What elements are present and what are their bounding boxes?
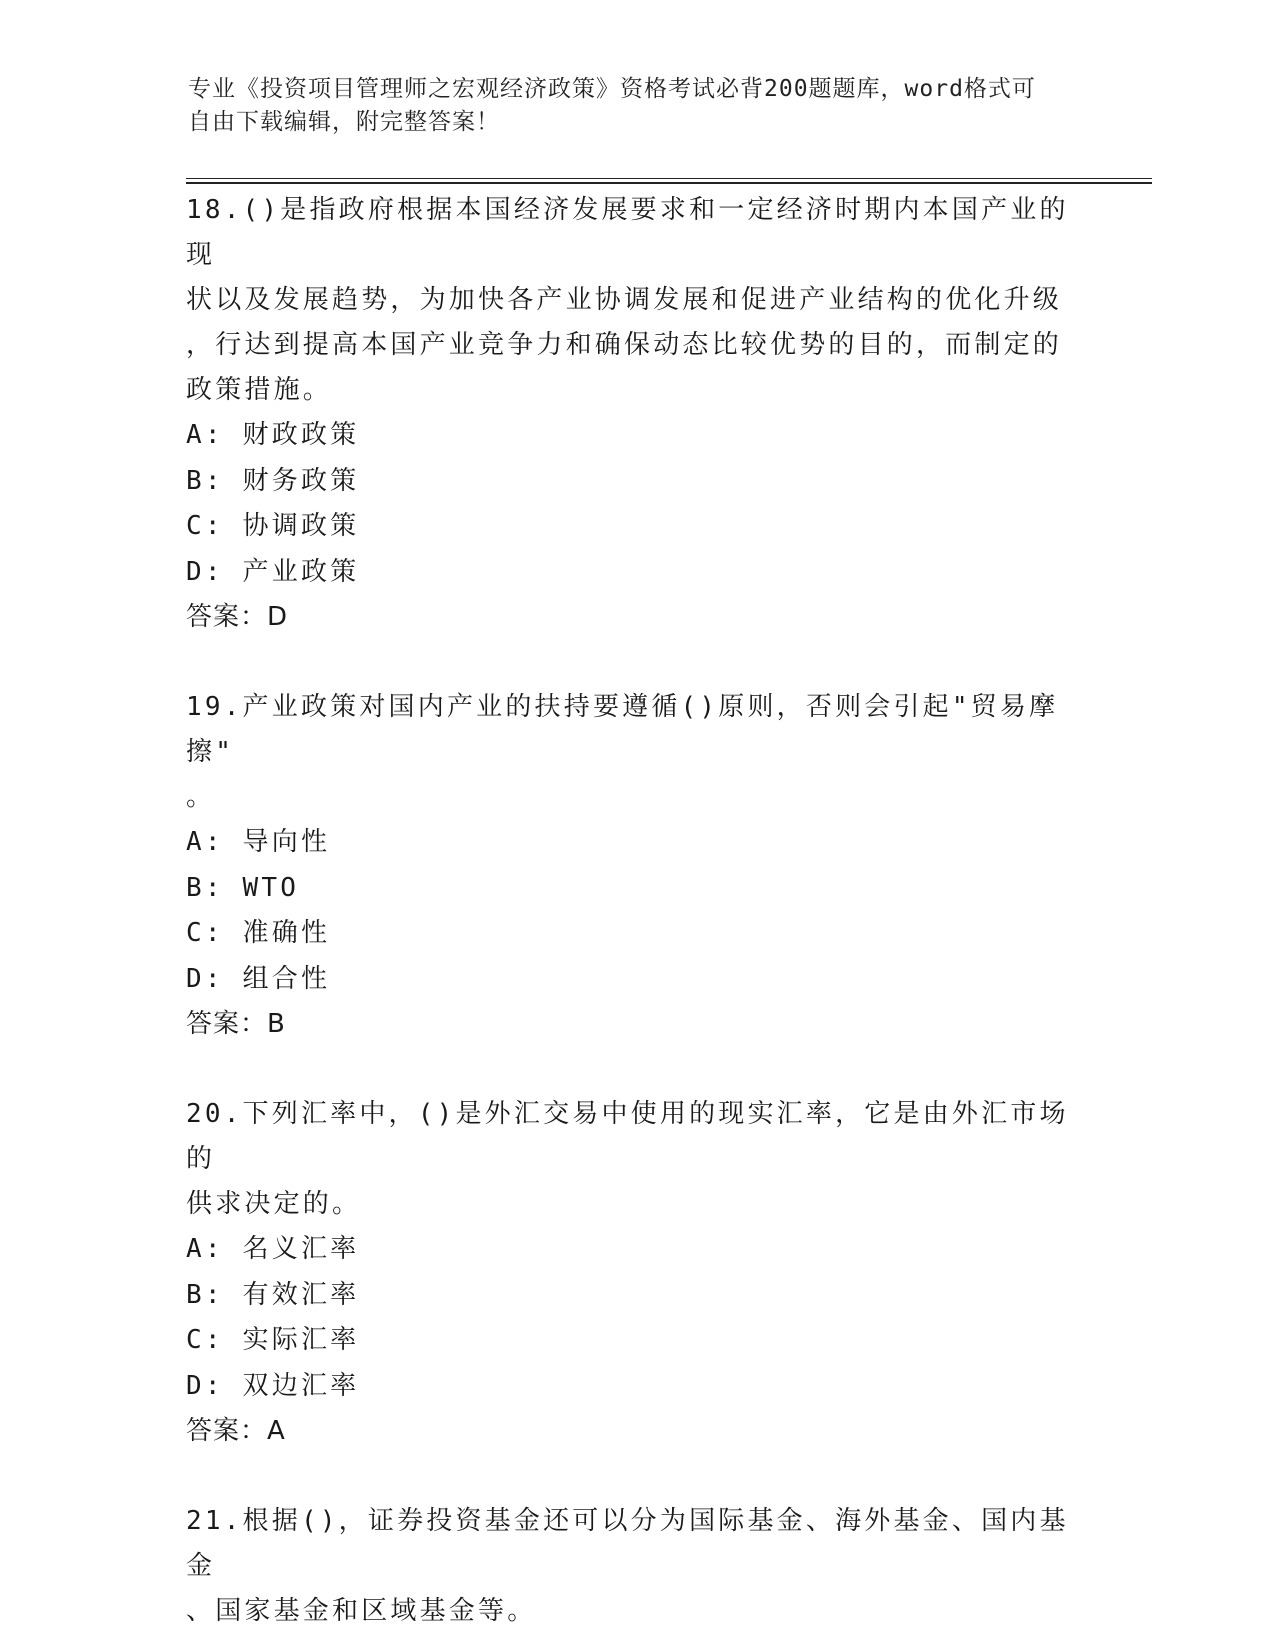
question-stem-line: 18.()是指政府根据本国经济发展要求和一定经济时期内本国产业的现: [186, 195, 1069, 270]
header-divider-thin: [186, 178, 1152, 179]
question-stem-line: 。: [186, 782, 216, 812]
option-b: B: WTO: [186, 872, 300, 903]
answer-label: 答案：D: [186, 602, 289, 632]
question-list: [186, 188, 1086, 1634]
option-a: A: 导向性: [186, 827, 331, 857]
question-stem-line: ，行达到提高本国产业竞争力和确保动态比较优势的目的，而制定的: [186, 330, 1063, 360]
document-header: [188, 73, 1068, 139]
header-divider-thick: [186, 182, 1152, 184]
question-18: [186, 188, 1086, 640]
question-stem-line: 、国家基金和区域基金等。: [186, 1596, 537, 1626]
question-stem-line: 供求决定的。: [186, 1189, 362, 1219]
question-stem-line: 状以及发展趋势，为加快各产业协调发展和促进产业结构的优化升级: [186, 285, 1063, 315]
option-c: C: 协调政策: [186, 511, 360, 541]
answer-label: 答案：B: [186, 1009, 286, 1039]
question-spacer: [186, 1454, 1086, 1499]
answer-label: 答案：A: [186, 1416, 286, 1446]
question-stem-line: 19.产业政策对国内产业的扶持要遵循()原则，否则会引起"贸易摩擦": [186, 692, 1059, 767]
question-stem-line: 21.根据()，证券投资基金还可以分为国际基金、海外基金、国内基金: [186, 1506, 1069, 1581]
header-title-line-1: 专业《投资项目管理师之宏观经济政策》资格考试必背200题题库，word格式可: [188, 76, 1036, 102]
option-d: D: 产业政策: [186, 556, 360, 587]
option-c: C: 实际汇率: [186, 1325, 360, 1355]
question-20: [186, 1092, 1086, 1454]
question-19: [186, 685, 1086, 1047]
question-stem-line: 20.下列汇率中，()是外汇交易中使用的现实汇率，它是由外汇市场的: [186, 1099, 1069, 1174]
header-title-line-2: 自由下载编辑，附完整答案！: [188, 109, 500, 135]
option-c: C: 准确性: [186, 918, 331, 948]
option-a: A: 名义汇率: [186, 1234, 360, 1264]
option-b: B: 财务政策: [186, 465, 360, 496]
option-d: D: 组合性: [186, 963, 331, 994]
question-stem-line: 政策措施。: [186, 375, 333, 405]
option-d: D: 双边汇率: [186, 1370, 360, 1401]
option-b: B: 有效汇率: [186, 1279, 360, 1310]
question-spacer: [186, 640, 1086, 685]
question-spacer: [186, 1047, 1086, 1092]
question-21: [186, 1499, 1086, 1634]
option-a: A: 财政政策: [186, 420, 360, 450]
